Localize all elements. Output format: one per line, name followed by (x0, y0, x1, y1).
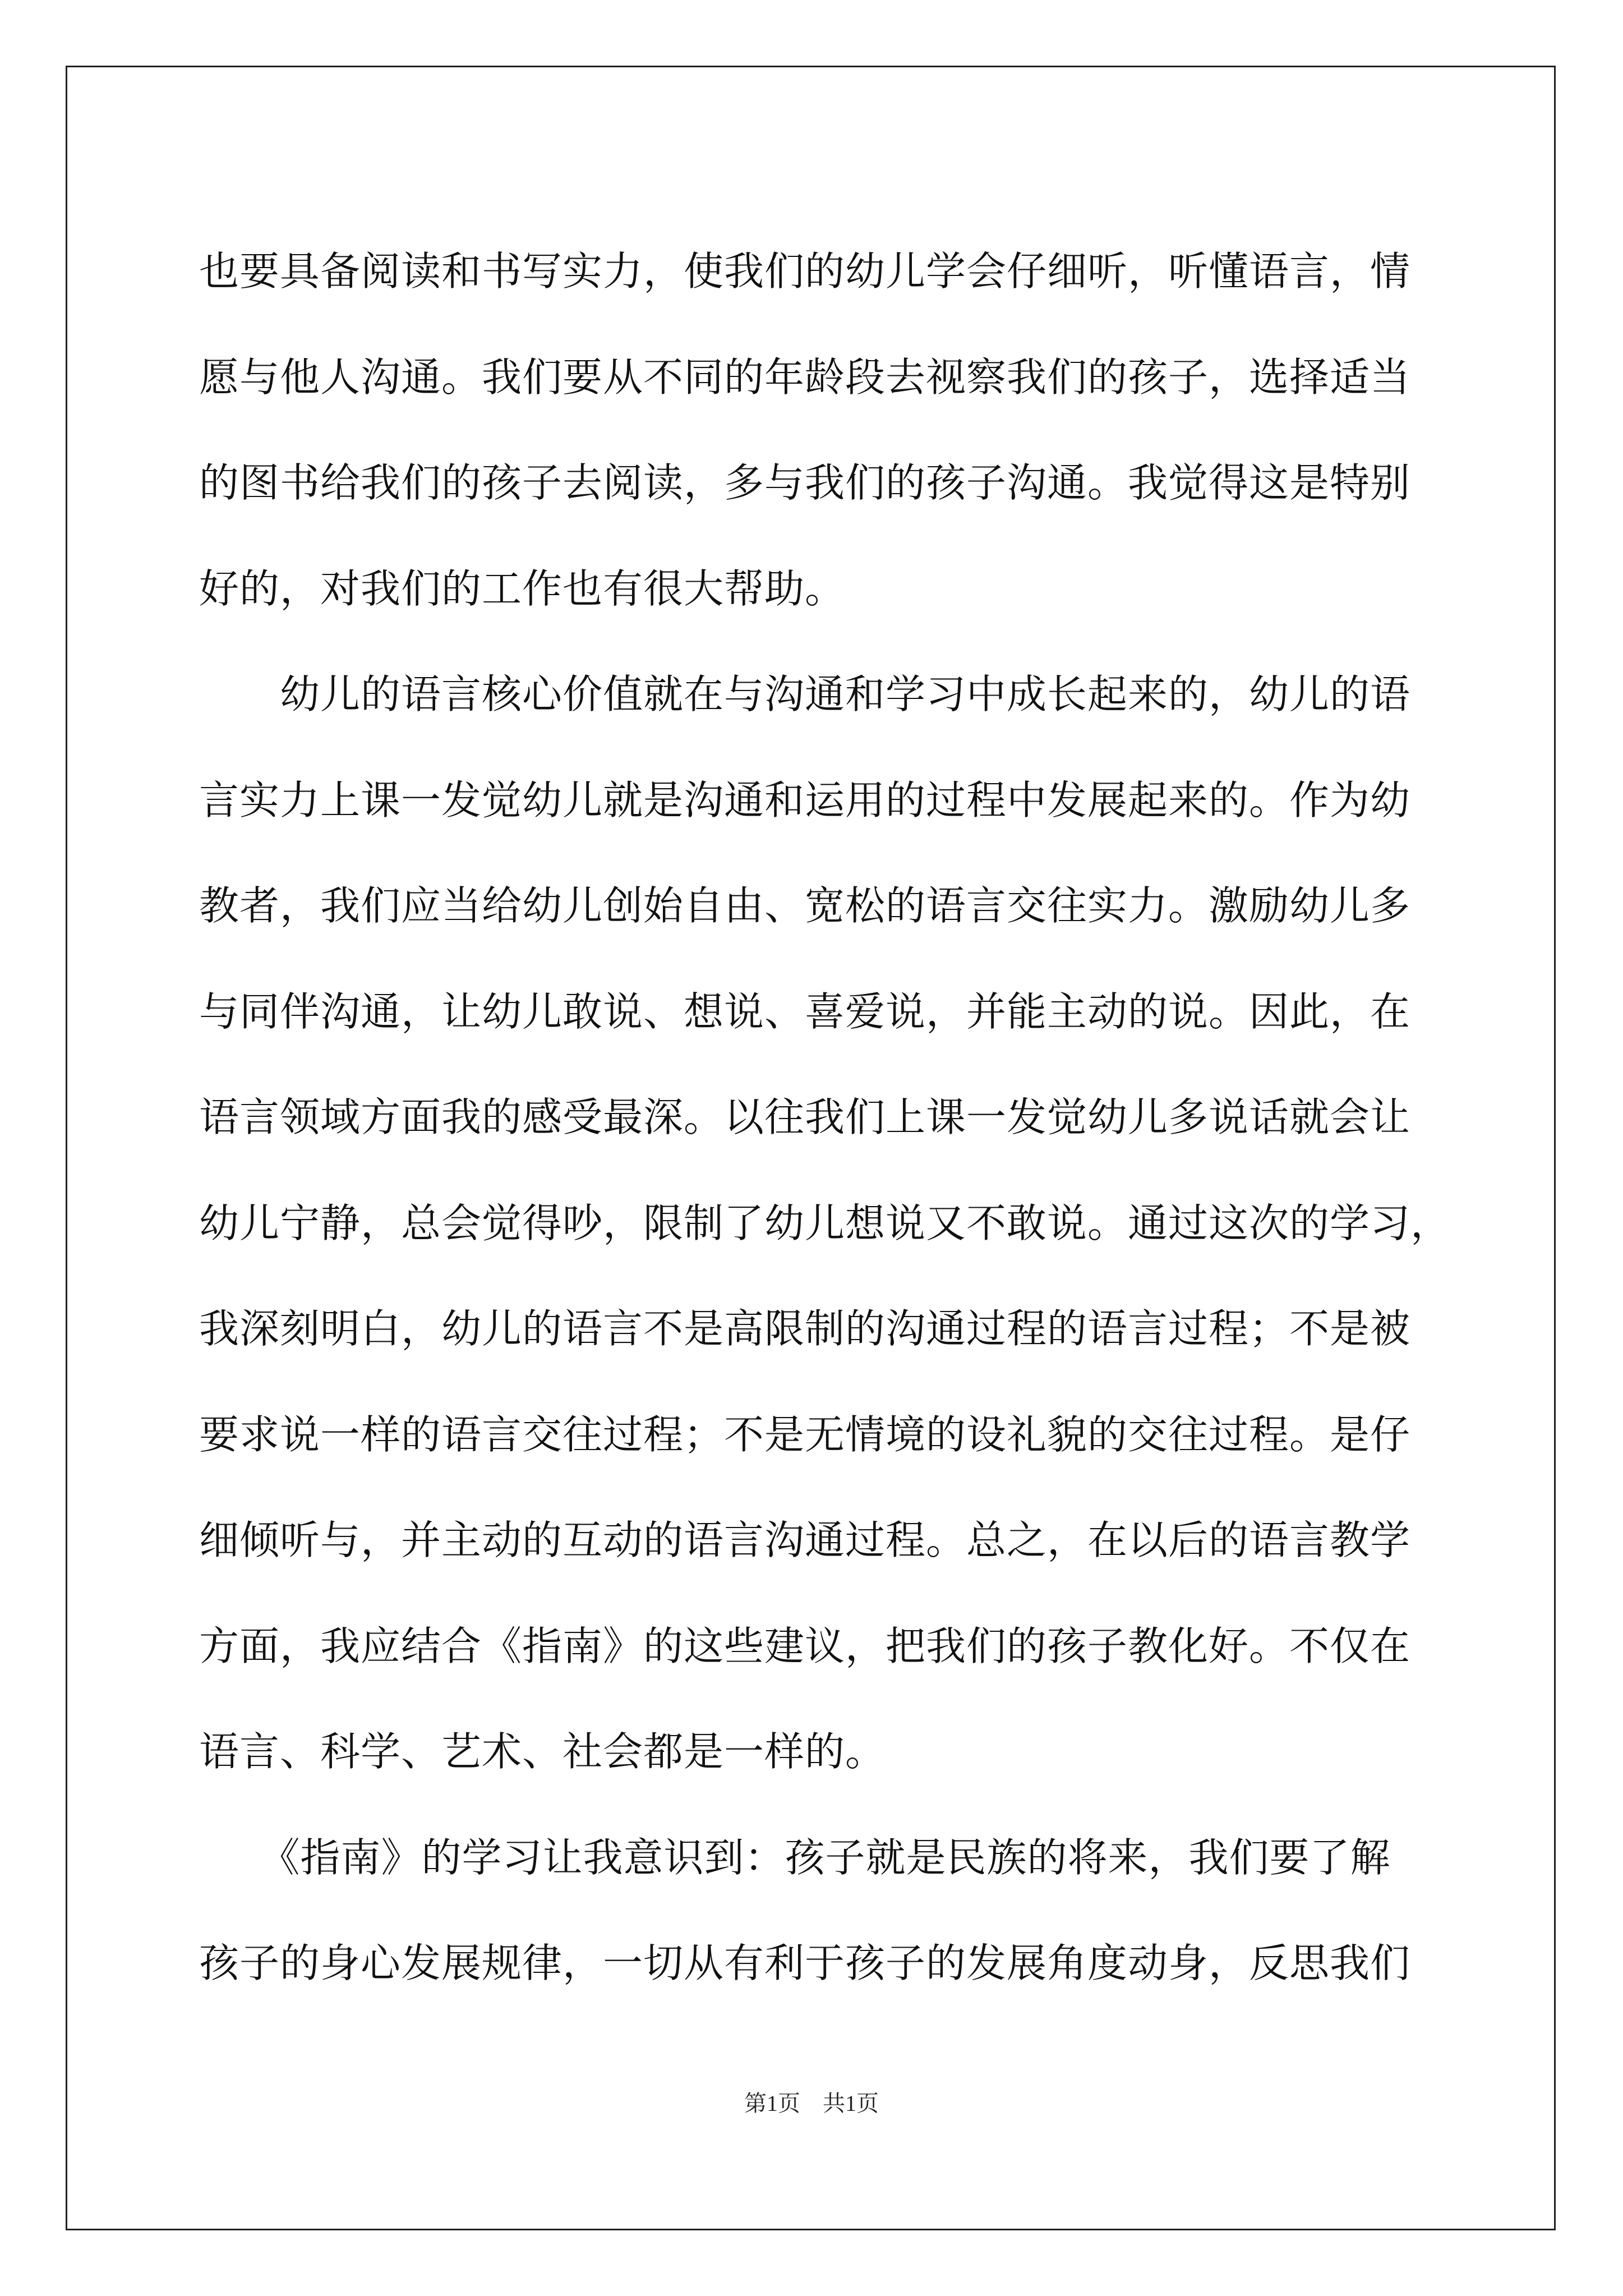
text-line: 要求说一样的语言交往过程；不是无情境的设礼貌的交往过程。是仔 (199, 1411, 1411, 1458)
text-line: 与同伴沟通，让幼儿敢说、想说、喜爱说，并能主动的说。因此，在 (199, 988, 1411, 1035)
document-body (199, 219, 1451, 2017)
text-line: 细倾听与，并主动的互动的语言沟通过程。总之，在以后的语言教学 (199, 1517, 1411, 1563)
text-line: 教者，我们应当给幼儿创始自由、宽松的语言交往实力。激励幼儿多 (199, 882, 1411, 929)
text-line: 我深刻明白，幼儿的语言不是高限制的沟通过程的语言过程；不是被 (199, 1305, 1411, 1352)
text-line: 幼儿宁静，总会觉得吵，限制了幼儿想说又不敢说。通过这次的学习， (199, 1199, 1451, 1246)
text-line: 方面，我应结合《指南》的这些建议，把我们的孩子教化好。不仅在 (199, 1622, 1411, 1669)
text-line: 好的，对我们的工作也有很大帮助。 (199, 565, 846, 612)
text-line: 的图书给我们的孩子去阅读，多与我们的孩子沟通。我觉得这是特别 (199, 459, 1411, 506)
text-line: 言实力上课一发觉幼儿就是沟通和运用的过程中发展起来的。作为幼 (199, 776, 1411, 823)
text-line: 语言、科学、艺术、社会都是一样的。 (199, 1728, 886, 1775)
text-line: 也要具备阅读和书写实力，使我们的幼儿学会仔细听，听懂语言，情 (199, 248, 1411, 295)
page-footer: 第1页 共1页 (744, 2091, 879, 2116)
text-line: 幼儿的语言核心价值就在与沟通和学习中成长起来的，幼儿的语 (199, 671, 1411, 717)
text-line: 《指南》的学习让我意识到：孩子就是民族的将来，我们要了解 (199, 1834, 1391, 1881)
text-line: 愿与他人沟通。我们要从不同的年龄段去视察我们的孩子，选择适当 (199, 353, 1411, 401)
text-line: 语言领域方面我的感受最深。以往我们上课一发觉幼儿多说话就会让 (199, 1094, 1411, 1140)
text-line: 孩子的身心发展规律，一切从有利于孩子的发展角度动身，反思我们 (199, 1940, 1411, 1986)
